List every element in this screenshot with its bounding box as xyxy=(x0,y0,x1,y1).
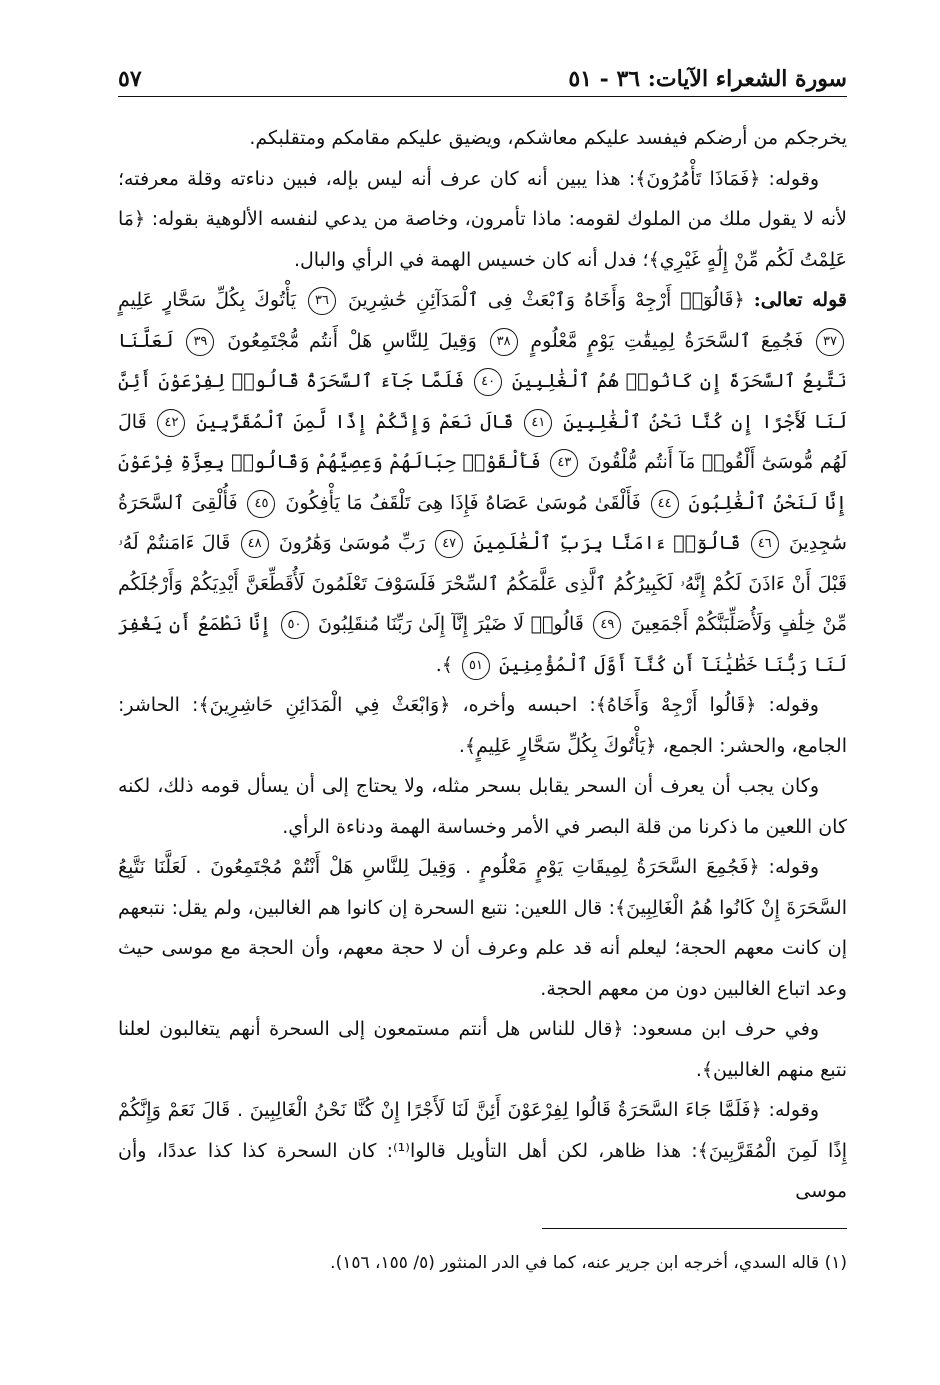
verse-text: إِنَّا نَطْمَعُ أَن يَغْفِرَ لَنَا رَبُّنَا خَطَٰيَٰنَآ أَن كُنَّآ أَوَّلَ ٱلْمُؤْمِنِينَ xyxy=(118,613,847,676)
verse-text: فَأُلْقِىَ ٱلسَّحَرَةُ سَٰجِدِينَ xyxy=(118,491,847,554)
header-divider xyxy=(118,96,847,97)
verses-block xyxy=(118,280,847,685)
ayah-number-marker: ٤١ xyxy=(524,409,552,437)
verse-text: قَالَ لَهُم مُّوسَىٰٓ أَلْقُوا۟ مَآ أَنتُم مُّلْقُونَ xyxy=(118,410,847,473)
verse-text: قَالُوا۟ لَا ضَيْرَ إِنَّآ إِلَىٰ رَبِّنَا مُنقَلِبُونَ xyxy=(318,613,584,635)
paragraph: وقوله: ﴿قَالُوا أَرْجِهْ وَأَخَاهُ﴾: احبسه وأخره، ﴿وَابْعَثْ فِي الْمَدَائِنِ حَاشِرِينَ﴾: الحاشر: الجامع، والحشر: الجمع، ﴿يَأْتُوكَ بِكُلِّ سَحَّارٍ عَلِيمٍ﴾. xyxy=(118,694,847,757)
verse-text: فَأَلْقَوْا۟ حِبَالَهُمْ وَعِصِيَّهُمْ وَقَالُوا۟ بِعِزَّةِ فِرْعَوْنَ إِنَّا لَنَحْنُ ٱلْغَٰلِبُونَ xyxy=(118,451,847,514)
ayah-number-marker: ٤٩ xyxy=(593,611,621,639)
verse-text: قَالُوٓا۟ ءَامَنَّا بِرَبِّ ٱلْعَٰلَمِينَ xyxy=(473,532,741,554)
ayah-number-marker: ٤٨ xyxy=(241,530,269,558)
ayah-number-marker: ٤٢ xyxy=(157,409,185,437)
paragraph: وقوله: ﴿فَجُمِعَ السَّحَرَةُ لِمِيقَاتِ يَوْمٍ مَعْلُومٍ . وَقِيلَ لِلنَّاسِ هَلْ أَنْتُمْ مُجْتَمِعُونَ . لَعَلَّنَا نَتَّبِعُ السَّحَرَةَ إِنْ كَانُوا هُمُ الْغَالِبِينَ﴾: قال اللعين: نتبع السحرة إن كانوا هم الغالبين، ولم يقل: نتبعهم إن كانت معهم الحجة؛ ليعلم أنه قد علم وعرف أن لا حجة معهم، وأن الحجة مع موسى حيث وعد اتباع الغالبين دون من معهم الحجة. xyxy=(118,856,847,1000)
verse-text: فَأَلْقَىٰ مُوسَىٰ عَصَاهُ فَإِذَا هِىَ تَلْقَفُ مَا يَأْفِكُونَ xyxy=(285,491,641,514)
verse-text: لَعَلَّنَا نَتَّبِعُ ٱلسَّحَرَةَ إِن كَانُوا۟ هُمُ ٱلْغَٰلِبِينَ xyxy=(118,329,848,392)
paragraph: وفي حرف ابن مسعود: ﴿قال للناس هل أنتم مستمعون إلى السحرة أنهم يتغالبون لعلنا نتبع منهم الغالبين﴾. xyxy=(118,1018,847,1081)
running-header xyxy=(118,56,847,92)
ayah-number-marker: ٤٣ xyxy=(550,449,578,477)
page-number: ٥٧ xyxy=(118,66,142,92)
paragraph: وكان يجب أن يعرف أن السحر يقابل بسحر مثله، ولا يحتاج إلى أن يسأل قومه ذلك، لكنه كان اللعين ما ذكرنا من قلة البصر في الأمر وخساسة الهمة ودناءة الرأي. xyxy=(118,775,847,838)
verse-text: يَأْتُوكَ بِكُلِّ سَحَّارٍ عَلِيمٍ xyxy=(118,289,297,311)
ayah-number-marker: ٤٧ xyxy=(435,530,463,558)
ayah-number-marker: ٤٦ xyxy=(751,530,779,558)
verse-text: فَجُمِعَ ٱلسَّحَرَةُ لِمِيقَٰتِ يَوْمٍ مَّعْلُومٍ xyxy=(530,329,804,352)
ayah-number-marker: ٥١ xyxy=(462,652,490,680)
ayah-number-marker: ٣٦ xyxy=(308,287,336,315)
verse-text: قَالَ ءَامَنتُمْ لَهُۥ قَبْلَ أَنْ ءَاذَنَ لَكُمْ إِنَّهُۥ لَكَبِيرُكُمُ ٱلَّذِى عَلَّمَكُمُ ٱلسِّحْرَ فَلَسَوْفَ تَعْلَمُونَ لَأُقَطِّعَنَّ أَيْدِيَكُمْ وَأَرْجُلَكُم مِّنْ خِلَٰفٍ وَلَأُصَلِّبَنَّكُمْ أَجْمَعِينَ xyxy=(118,532,848,635)
ayah-number-marker: ٤٤ xyxy=(651,490,679,518)
verses-closing: ﴾. xyxy=(435,653,453,676)
page-body xyxy=(118,118,847,1212)
ayah-number-marker: ٣٧ xyxy=(816,328,844,356)
ayah-number-marker: ٣٨ xyxy=(490,328,518,356)
page-title: سورة الشعراء الآيات: ٣٦ - ٥١ xyxy=(568,66,847,92)
verse-text: وَقِيلَ لِلنَّاسِ هَلْ أَنتُم مُّجْتَمِعُونَ xyxy=(227,329,477,352)
ayah-number-marker: ٤٠ xyxy=(474,368,502,396)
verse-text: قَالَ نَعَمْ وَإِنَّكُمْ إِذًا لَّمِنَ ٱلْمُقَرَّبِينَ xyxy=(196,410,514,433)
ayah-number-marker: ٤٥ xyxy=(247,490,275,518)
verse-text: رَبِّ مُوسَىٰ وَهَٰرُونَ xyxy=(278,532,425,554)
verse-text: ﴿قَالُوٓا۟ أَرْجِهْ وَأَخَاهُ وَٱبْعَثْ فِى ٱلْمَدَآئِنِ حَٰشِرِينَ xyxy=(348,289,745,311)
ayah-number-marker: ٣٩ xyxy=(186,328,214,356)
footnote: (١) قاله السدي، أخرجه ابن جرير عنه، كما في الدر المنثور (٥/ ١٥٥، ١٥٦). xyxy=(330,1253,847,1273)
paragraph: وقوله: ﴿فَلَمَّا جَاءَ السَّحَرَةُ قَالُوا لِفِرْعَوْنَ أَئِنَّ لَنَا لَأَجْرًا إِنْ كُنَّا نَحْنُ الْغَالِبِينَ . قَالَ نَعَمْ وَإِنَّكُمْ إِذًا لَمِنَ الْمُقَرَّبِينَ﴾: هذا ظاهر، لكن أهل التأويل قالوا⁽¹⁾: كان السحرة كذا كذا عددًا، وأن موسى xyxy=(118,1099,847,1202)
paragraph: يخرجكم من أرضكم فيفسد عليكم معاشكم، ويضيق عليكم مقامكم ومتقلبكم. xyxy=(249,127,847,149)
verses-lead: قوله تعالى: xyxy=(753,289,847,311)
ayah-number-marker: ٥٠ xyxy=(281,611,309,639)
verse-text: فَلَمَّا جَآءَ ٱلسَّحَرَةُ قَالُوا۟ لِفِرْعَوْنَ أَئِنَّ لَنَا لَأَجْرًا إِن كُنَّا نَحْنُ ٱلْغَٰلِبِينَ xyxy=(118,370,847,433)
footnote-divider xyxy=(542,1228,847,1229)
paragraph: وقوله: ﴿فَمَاذَا تَأْمُرُونَ﴾: هذا يبين أنه كان عرف أنه ليس بإله، فبين دناءته وقلة معرفته؛ لأنه لا يقول ملك من الملوك لقومه: ماذا تأمرون، وخاصة من يدعي لنفسه الألوهية بقوله: ﴿مَا عَلِمْتُ لَكُم مِّنْ إِلَٰهٍ غَيْرِي﴾؛ فدل أنه كان خسيس الهمة في الرأي والبال. xyxy=(118,167,847,271)
